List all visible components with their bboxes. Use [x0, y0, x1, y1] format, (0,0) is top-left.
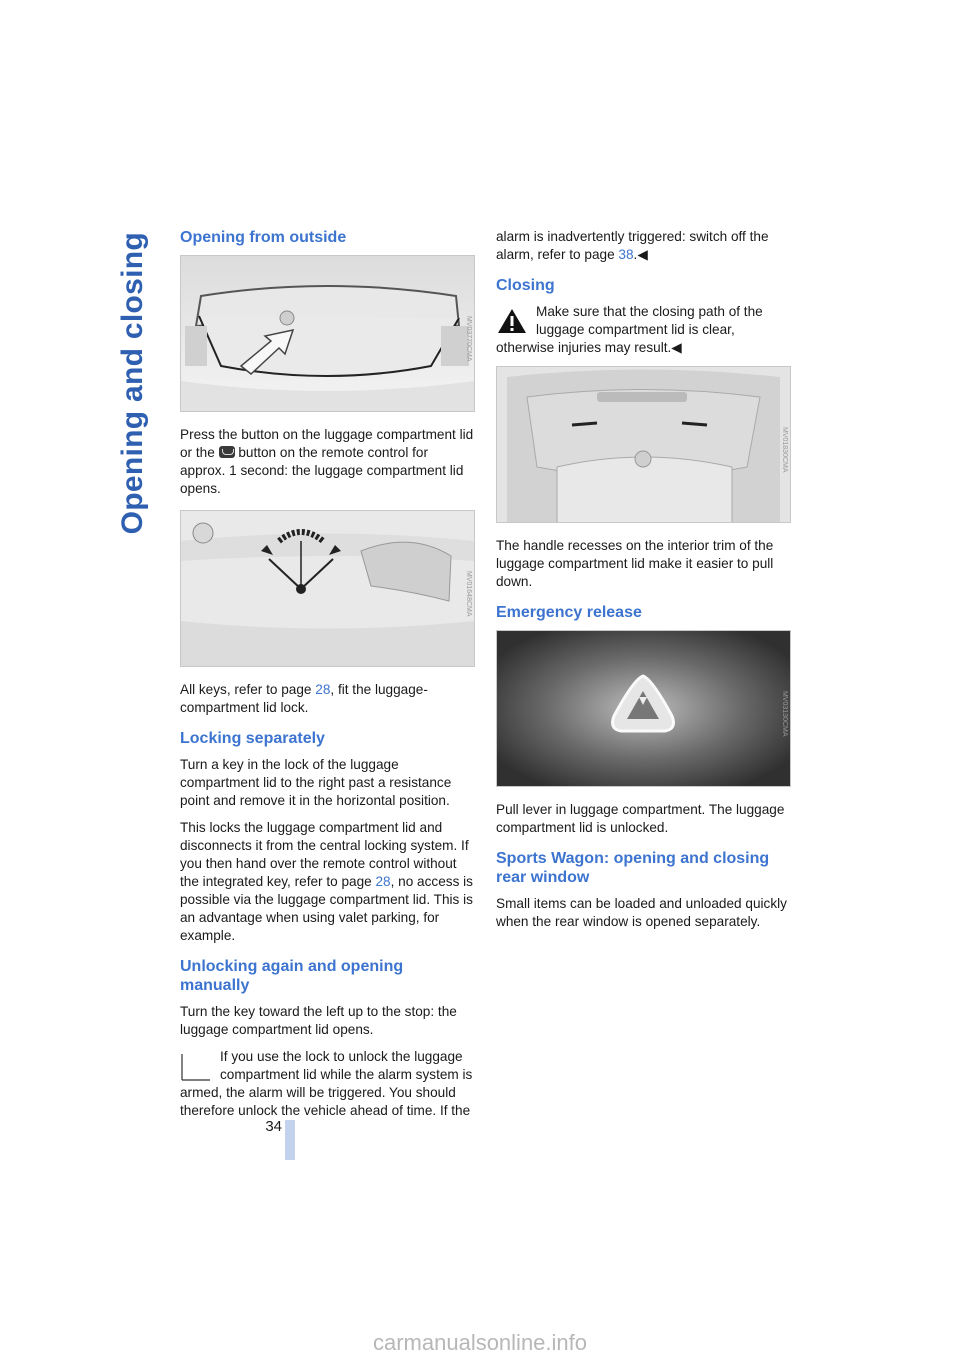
figure-emergency-lever [496, 630, 791, 787]
watermark: carmanualsonline.info [372, 1330, 588, 1355]
figure-code: MV01830CMA [781, 427, 788, 473]
figure-trunk-lock [180, 510, 475, 667]
heading-closing: Closing [496, 277, 555, 294]
page-link-38[interactable]: 38 [618, 247, 634, 262]
paragraph-all-keys: All keys, refer to page 28, fit the luggage-compartment lid lock. [180, 682, 428, 715]
warning-triangle-icon [496, 305, 528, 337]
paragraph-unlocking: Turn the key toward the left up to the stop: the luggage compartment lid opens. [180, 1004, 457, 1037]
figure-trunk-lid-button [180, 255, 475, 412]
paragraph-emergency: Pull lever in luggage compartment. The luggage compartment lid is unlocked. [496, 802, 785, 835]
paragraph-locking-2: This locks the luggage compartment lid and disconnects it from the central locking system. If you then hand over the remote control without the integrated key, refer to page 28, no access is possible via the luggage compartment lid. This is an advantage when using valet parking, for example. [180, 820, 473, 943]
figure-code: MV03770CMA [465, 316, 472, 362]
paragraph-locking-1: Turn a key in the lock of the luggage compartment lid to the right past a resistance point and remove it in the horizontal position. [180, 757, 452, 808]
page-link-28[interactable]: 28 [315, 682, 331, 697]
paragraph-handle: The handle recesses on the interior trim of the luggage compartment lid make it easier to pull down. [496, 538, 774, 589]
heading-emergency-release: Emergency release [496, 604, 642, 621]
heading-sports-wagon: Sports Wagon: opening and closing rear window [496, 850, 770, 886]
heading-unlocking-again: Unlocking again and opening manually [180, 958, 404, 994]
figure-code: MV01648CMA [465, 571, 472, 617]
paragraph-alarm-continued: alarm is inadvertently triggered: switch off the alarm, refer to page 38.◀ [496, 229, 769, 262]
side-title: Opening and closing [116, 232, 149, 535]
heading-locking-separately: Locking separately [180, 730, 325, 747]
note-icon [180, 1050, 212, 1082]
paragraph-opening: Press the button on the luggage compartment lid or the button on the remote control for approx. 1 second: the luggage compartment lid opens. [180, 427, 474, 496]
heading-opening-from-outside: Opening from outside [180, 229, 347, 246]
paragraph-sports-wagon: Small items can be loaded and unloaded quickly when the rear window is opened separately. [496, 896, 787, 929]
note-unlocking: If you use the lock to unlock the luggage compartment lid while the alarm system is armed, the alarm will be triggered. You should therefore unlock the vehicle ahead of time. If the [180, 1049, 473, 1118]
column-right [496, 228, 791, 940]
figure-handle-recesses [496, 366, 791, 523]
warning-closing: Make sure that the closing path of the luggage compartment lid is clear, otherwise injuries may result.◀ [496, 304, 763, 355]
page-link-28[interactable]: 28 [375, 874, 391, 889]
column-left [180, 228, 475, 1129]
page-number: 34 [265, 1118, 282, 1135]
trunk-remote-icon [219, 446, 235, 458]
figure-code: MV03130CMA [781, 691, 788, 737]
